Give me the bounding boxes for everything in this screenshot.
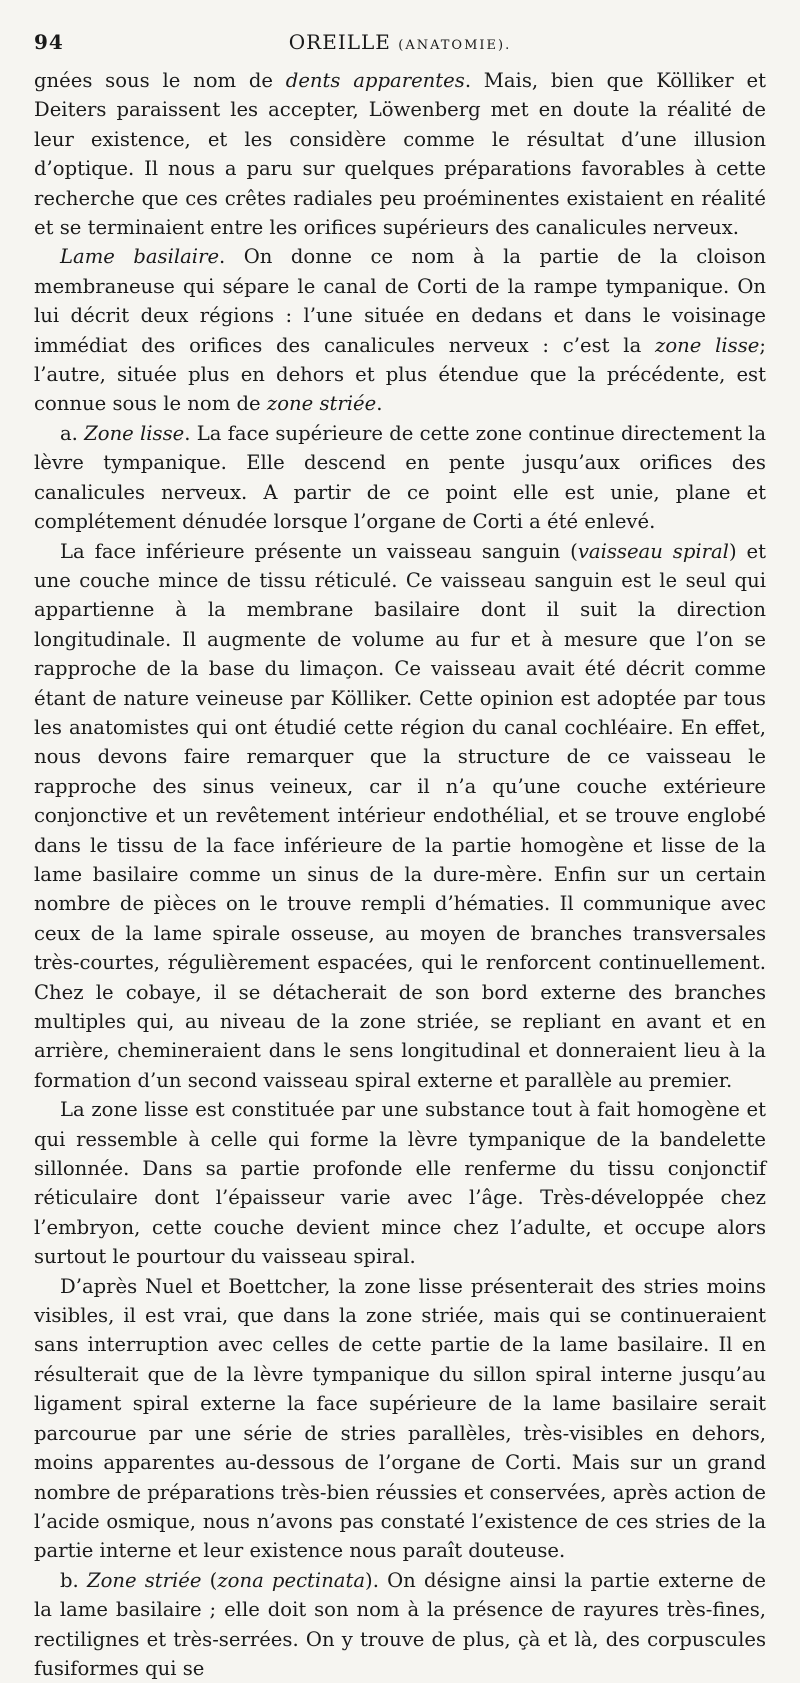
italic-term: vaisseau spiral	[577, 539, 729, 563]
paragraph	[34, 1566, 766, 1683]
text-run: . Mais, bien que Kölliker et Deiters paraissent les accepter, Löwenberg met en doute la réalité de leur existence, et les considère comme le résultat d’une illusion d’optique. Il nous a paru sur quelques préparations favorables à cette recherche que ces crêtes radiales peu proéminentes existaient en réalité et se terminaient entre les orifices supérieurs des canalicules nerveux.	[34, 69, 766, 240]
italic-term: Zone striée	[86, 1568, 202, 1592]
text-run: La face inférieure présente un vaisseau sanguin (	[60, 539, 578, 563]
paragraph	[34, 419, 766, 537]
text-run: La zone lisse est constituée par une substance tout à fait homogène et qui ressemble à celle qui forme la lèvre tympanique de la bandelette sillonnée. Dans sa partie profonde elle renferme du tissu conjonctif réticulaire dont l’épaisseur varie avec l’âge. Très-développée chez l’embryon, cette couche devient mince chez l’adulte, et occupe alors surtout le pourtour du vaisseau spiral.	[34, 1098, 766, 1269]
text-run: .	[376, 392, 383, 416]
paragraph	[34, 537, 766, 1096]
text-run: gnées sous le nom de	[34, 69, 286, 92]
text-run: ; l’autre, située plus en dehors et plus étendue que la précédente, est connue sous le nom de	[34, 333, 766, 416]
paragraph	[34, 1095, 766, 1271]
page-number: 94	[34, 30, 64, 54]
italic-term: Lame basilaire	[60, 245, 220, 269]
text-run: . On donne ce nom à la partie de la cloison membraneuse qui sépare le canal de Corti de la rampe tympanique. On lui décrit deux régions : l’une située en dedans et dans le voisinage immédiat des orifices des canalicules nerveux : c’est la	[34, 245, 766, 357]
paragraph	[34, 242, 766, 418]
text-run: ). On désigne ainsi la partie externe de la lame basilaire ; elle doit son nom à la présence de rayures très-fines, rectilignes et très-serrées. On y trouve de plus, çà et là, des corpuscules fusiformes qui se	[34, 1568, 767, 1680]
body-text	[34, 66, 766, 1683]
text-run: ) et une couche mince de tissu réticulé. Ce vaisseau sanguin est le seul qui appartienne à la membrane basilaire dont il suit la direction longitudinale. Il augmente de volume au fur et à mesure que l’on se rapproche de la base du limaçon. Ce vaisseau avait été décrit comme étant de nature veineuse par Kölliker. Cette opinion est adoptée par tous les anatomistes qui ont étudié cette région du canal cochléaire. En effet, nous devons faire remarquer que la structure de ce vaisseau le rapproche des sinus veineux, car il n’a qu’une couche extérieure conjonctive et un revêtement intérieur endothélial, et se trouve englobé dans le tissu de la face inférieure de la partie homogène et lisse de la lame basilaire comme un sinus de la dure-mère. Enfin sur un certain nombre de pièces on le trouve rempli d’hématies. Il communique avec ceux de la lame spirale osseuse, au moyen de branches transversales très-courtes, régulièrement espacées, qui le renforcent continuellement. Chez le cobaye, il se détacherait de son bord externe des branches multiples qui, au niveau de la zone striée, se repliant en avant et en arrière, chemineraient dans le sens longitudinal et donneraient lieu à la formation d’un second vaisseau spiral externe et parallèle au premier.	[34, 539, 766, 1092]
text-run: D’après Nuel et Boettcher, la zone lisse présenterait des stries moins visibles, il est vrai, que dans la zone striée, mais qui se continueraient sans interruption avec celles de cette partie de la lame basilaire. Il en résulterait que de la lèvre tympanique du sillon spiral interne jusqu’au ligament spiral externe la face supérieure de la lame basilaire serait parcourue par une série de stries parallèles, très-visibles en dehors, moins apparentes au-dessous de l’organe de Corti. Mais sur un grand nombre de préparations très-bien réussies et conservées, après action de l’acide osmique, nous n’avons pas constaté l’existence de ces stries de la partie interne et leur existence nous paraît douteuse.	[34, 1274, 766, 1563]
italic-term: zone striée	[266, 392, 377, 416]
text-run: a.	[60, 421, 85, 445]
running-head	[34, 22, 766, 66]
italic-term: Zone lisse	[84, 421, 185, 445]
running-title-sub: (ANATOMIE).	[398, 38, 512, 53]
paragraph	[34, 66, 766, 242]
text-run: (	[201, 1568, 218, 1592]
running-title	[34, 30, 766, 54]
text-run: b.	[60, 1568, 87, 1592]
text-run: . La face supérieure de cette zone continue directement la lèvre tympanique. Elle descend en pente jusqu’aux orifices des canalicules nerveux. A partir de ce point elle est unie, plane et complétement dénudée lorsque l’organe de Corti a été enlevé.	[34, 421, 767, 534]
paragraph	[34, 1272, 766, 1566]
italic-term: zona pectinata	[217, 1568, 366, 1592]
running-title-main: OREILLE	[288, 30, 391, 54]
italic-term: zone lisse	[655, 333, 760, 357]
italic-term: dents apparentes	[285, 69, 465, 92]
